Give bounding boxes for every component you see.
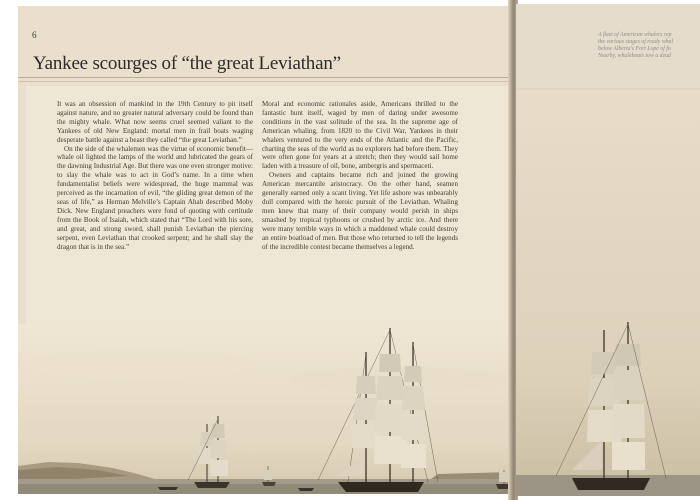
paragraph: On the side of the whalemen was the virtue of economic benefit—whale oil lighted the lamps of the world and lubricated the gears of the dawning Industrial Age. But there was one even stronger motive: to slay the whale was to act in God’s name. In a time when fundamentalist beliefs were widespread, the huge mammal was perceived as the incarnation of evil, “the gliding great demon of the seas of life,” as Herman Melville’s Captain Ahab described Moby Dick. New England preachers were fond of quoting with certitude from the Book of Isaiah, which stated that “The Lord with his sore, and great, and strong sword, shall punish Leviathan the piercing serpent, even Leviathan that crooked serpent; and he shall slay the dragon that is in the sea.”: [57, 144, 253, 251]
paragraph: Moral and economic rationales aside, Americans thrilled to the fantastic hunt itself, waged by men of daring under awesome conditions in the vast solitude of the sea. In the supreme age of American whaling, from 1820 to the Civil War, Yankees in their whalers ventured to the very ends of the Atlantic and the Pacific, charting the seas of the world as no explorers had before them. They were often gone for years at a stretch; then they would sail home laden with a treasure of oil, bone, ambergris and spermaceti.: [262, 100, 458, 171]
caption-line: below Alberta's Fort Lope of fo: [598, 46, 671, 52]
right-page: [516, 4, 700, 496]
painting-cloud: [18, 350, 258, 378]
paragraph: Owners and captains became rich and joined the growing American mercantile aristocracy. On the other hand, seamen generally earned only a scant living. Yet life ashore was unbearably dull compared with the heroic pursuit of the Leviathan. Whaling men knew that many of their company would perish in ships smashed by tropical typhoons or crushed by arctic ice. And there were many terrible ways in which a maddened whale could destroy an entire boatload of men. But those who returned to tell the legends of the incredible contest became themselves a legend.: [262, 171, 458, 251]
paragraph: It was an obsession of mankind in the 19th Century to pit itself against nature, and no greater natural adversary could be found than the mighty whale. What now seems cruel seemed valiant to the Yankees of old New England: mortal men in frail boats waging desperate battle against a beast they called “the great Leviathan.”: [57, 100, 253, 144]
whaleboat: [298, 488, 314, 491]
headline-rule: [18, 77, 512, 78]
page-headline: Yankee scourges of “the great Leviathan”: [33, 53, 341, 74]
page-number: 6: [32, 30, 37, 40]
whaleboat: [158, 487, 178, 490]
caption-line: the various stages of ready whal: [598, 39, 673, 45]
caption-line: A fleet of American whalers rep: [598, 32, 672, 38]
article-column-right: [262, 100, 458, 251]
painting-caption: [598, 32, 698, 60]
caption-line: Nearby, whaleboats tow a dead: [598, 53, 671, 59]
article-column-left: [57, 100, 253, 251]
whaling-fleet-painting: [18, 324, 512, 494]
left-page: [18, 6, 512, 494]
whaling-fleet-painting-right: [516, 90, 700, 496]
headline-rule-secondary: [18, 81, 512, 82]
